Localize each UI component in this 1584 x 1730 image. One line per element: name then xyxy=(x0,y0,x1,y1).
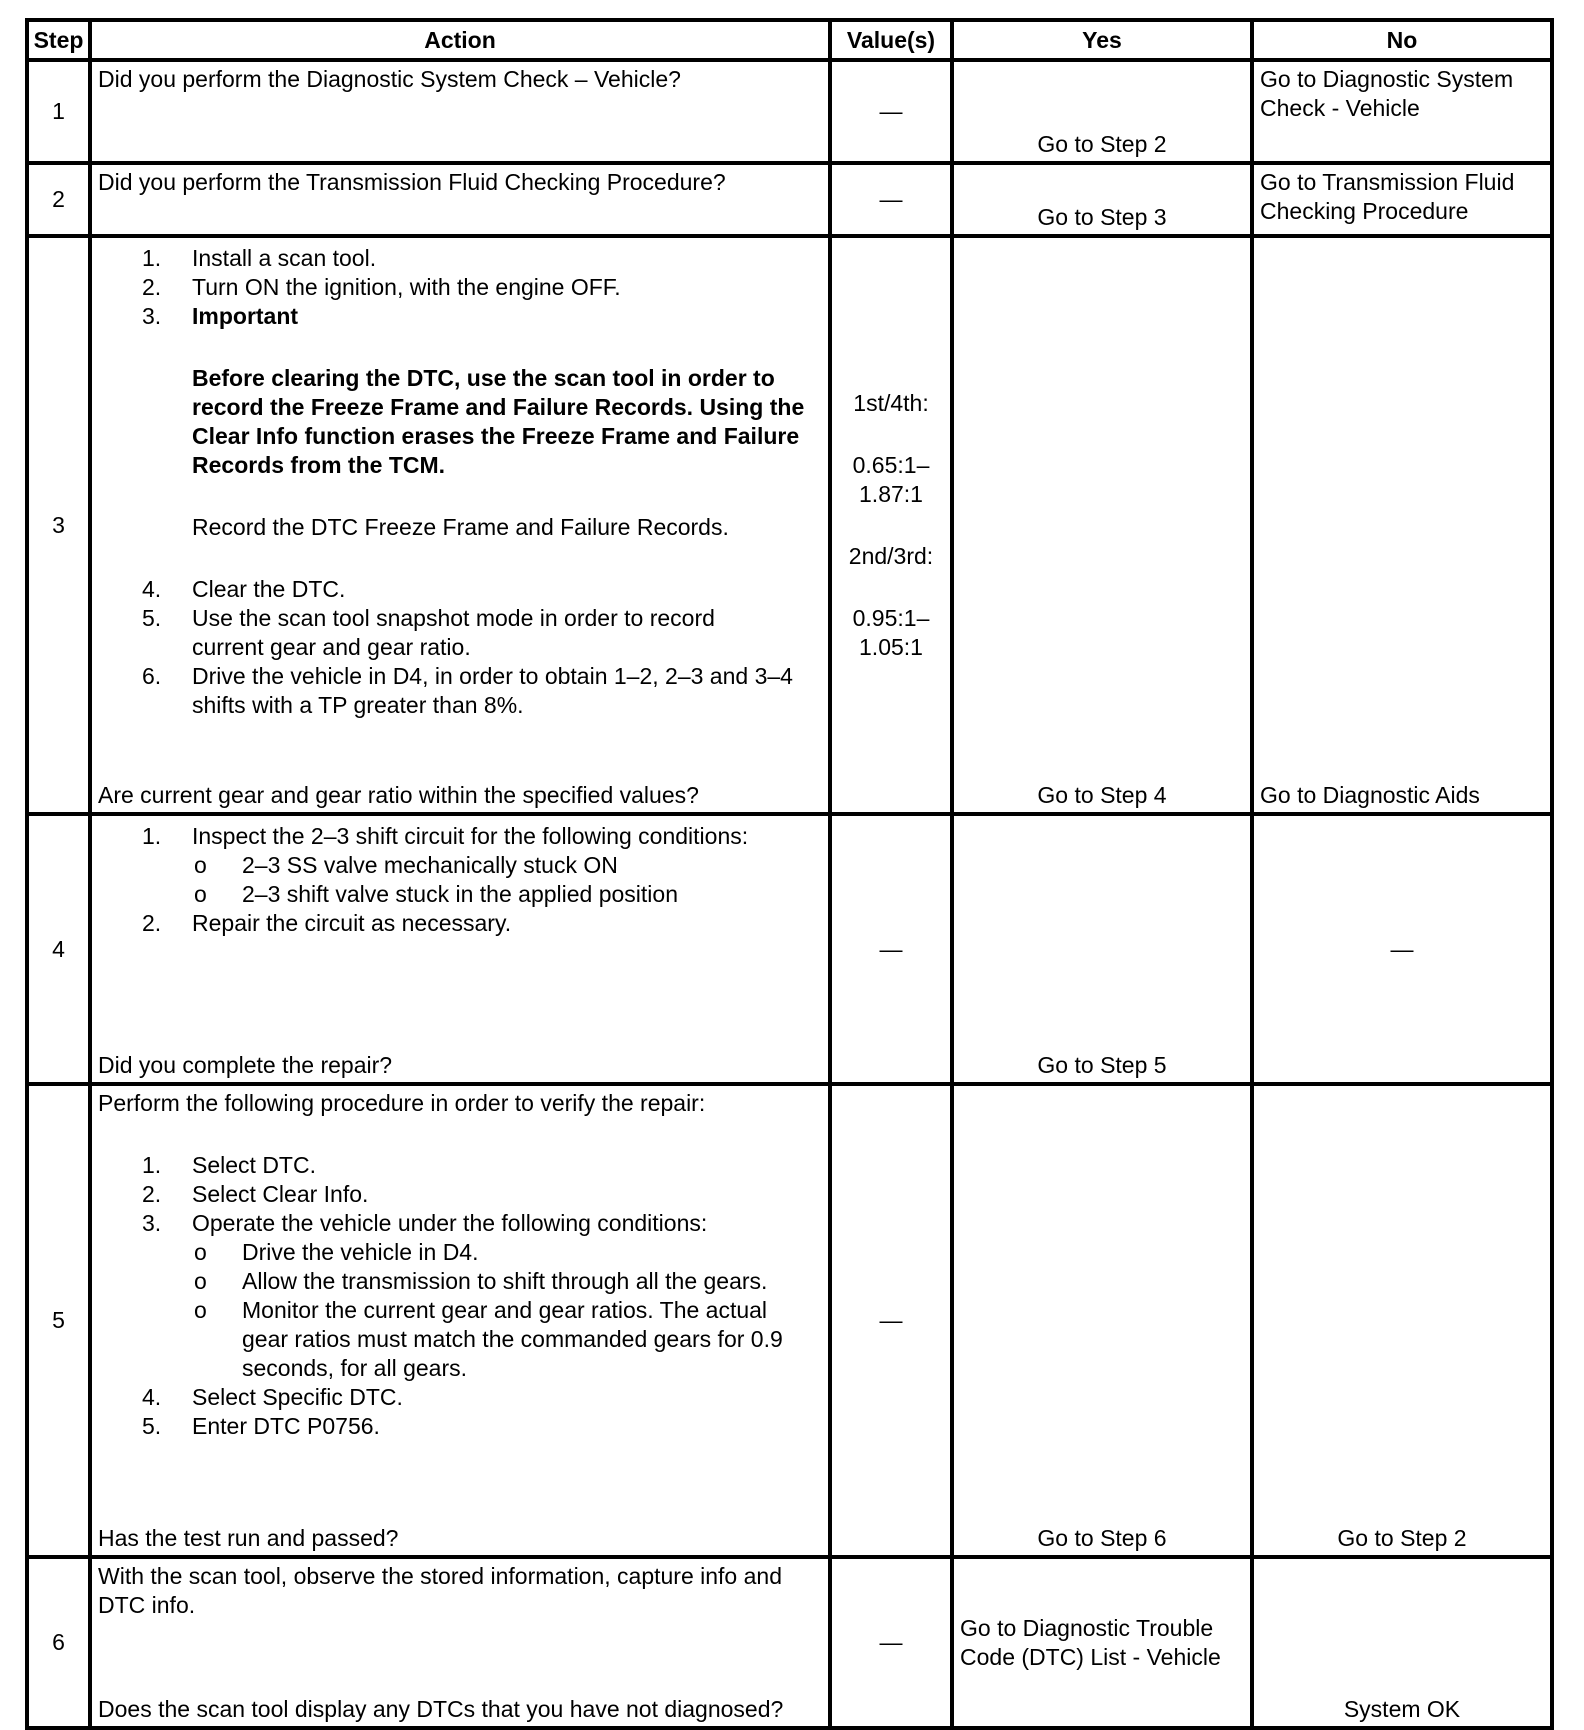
important-note: Before clearing the DTC, use the scan tool in order to record the Freeze Frame and Failure Records. Using the Clear Info function erases the Freeze Frame and Failure Records from the TCM. xyxy=(192,365,805,478)
header-values: Value(s) xyxy=(830,20,952,60)
question-text: Are current gear and gear ratio within the specified values? xyxy=(98,782,699,808)
header-yes: Yes xyxy=(952,20,1252,60)
procedure-list xyxy=(92,244,828,331)
action-cell xyxy=(90,1084,830,1557)
list-item: 4. Select Specific DTC. xyxy=(142,1384,403,1410)
step-number: 1 xyxy=(27,60,90,163)
step-number: 4 xyxy=(27,814,90,1084)
yes-link[interactable]: Go to Step 5 xyxy=(1037,1052,1167,1078)
question-text: Has the test run and passed? xyxy=(98,1525,399,1551)
header-row xyxy=(27,20,1552,60)
list-item: o 2–3 SS valve mechanically stuck ON xyxy=(194,852,618,878)
no-link[interactable]: System OK xyxy=(1343,1696,1461,1722)
no-link[interactable]: Go to Transmission Fluid Checking Procedure xyxy=(1260,169,1515,224)
list-item: 6. Drive the vehicle in D4, in order to obtain 1–2, 2–3 and 3–4 shifts with a TP greater than 8%. xyxy=(142,663,793,718)
step-number: 2 xyxy=(27,163,90,236)
table-row xyxy=(27,60,1552,163)
list-item: 3. Important xyxy=(142,303,299,329)
question-text: Does the scan tool display any DTCs that you have not diagnosed? xyxy=(98,1696,784,1722)
no-link[interactable]: Go to Step 2 xyxy=(1337,1525,1467,1551)
question-text: Did you complete the repair? xyxy=(98,1052,393,1078)
no-link[interactable]: Go to Diagnostic Aids xyxy=(1260,782,1480,808)
no-cell xyxy=(1252,60,1552,163)
value-cell: — xyxy=(830,1084,952,1557)
header-step: Step xyxy=(27,20,90,60)
step-number: 6 xyxy=(27,1557,90,1728)
table-row xyxy=(27,163,1552,236)
gear-ratio-values xyxy=(832,389,950,662)
header-no: No xyxy=(1252,20,1552,60)
action-cell xyxy=(90,814,830,1084)
yes-link[interactable]: Go to Step 4 xyxy=(1037,782,1167,808)
action-text: Did you perform the Diagnostic System Check – Vehicle? xyxy=(98,66,681,92)
list-item: 1. Inspect the 2–3 shift circuit for the following conditions: xyxy=(142,823,749,849)
yes-cell xyxy=(952,163,1252,236)
step-number: 3 xyxy=(27,236,90,814)
yes-link[interactable]: Go to Step 3 xyxy=(1037,204,1167,230)
yes-cell xyxy=(952,60,1252,163)
action-cell xyxy=(90,163,830,236)
table-row xyxy=(27,814,1552,1084)
no-link[interactable]: Go to Diagnostic System Check - Vehicle xyxy=(1260,66,1514,121)
value-cell: — xyxy=(830,814,952,1084)
yes-link[interactable]: Go to Step 2 xyxy=(1037,131,1167,157)
no-cell xyxy=(1252,163,1552,236)
list-item: 5. Enter DTC P0756. xyxy=(142,1413,380,1439)
list-item: 3. Operate the vehicle under the following conditions: xyxy=(142,1210,708,1236)
table-row xyxy=(27,236,1552,814)
yes-cell xyxy=(952,1084,1252,1557)
procedure-list xyxy=(92,909,828,938)
value-label: 1st/4th: xyxy=(853,389,929,416)
list-item: 2. Repair the circuit as necessary. xyxy=(142,910,512,936)
table-row xyxy=(27,1084,1552,1557)
list-item: 5. Use the scan tool snapshot mode in order to record current gear and gear ratio. xyxy=(142,605,715,660)
diagnostic-table xyxy=(25,18,1554,1730)
no-cell: — xyxy=(1252,814,1552,1084)
important-label: Important xyxy=(192,303,299,329)
yes-cell xyxy=(952,1557,1252,1728)
list-item: o Monitor the current gear and gear ratios. The actual gear ratios must match the commanded gears for 0.9 seconds, for all gears. xyxy=(194,1297,783,1381)
list-item: o Drive the vehicle in D4. xyxy=(194,1239,479,1265)
procedure-list xyxy=(92,1151,828,1238)
value-cell: — xyxy=(830,1557,952,1728)
action-cell xyxy=(90,1557,830,1728)
condition-list xyxy=(92,1238,828,1383)
value-cell: — xyxy=(830,60,952,163)
action-text: With the scan tool, observe the stored information, capture info and DTC info. xyxy=(98,1563,782,1618)
list-item: o 2–3 shift valve stuck in the applied position xyxy=(194,881,678,907)
action-cell xyxy=(90,60,830,163)
procedure-list xyxy=(92,575,828,720)
list-item: 4. Clear the DTC. xyxy=(142,576,346,602)
yes-link[interactable]: Go to Diagnostic Trouble Code (DTC) List - Vehicle xyxy=(960,1614,1221,1670)
yes-cell xyxy=(952,814,1252,1084)
step-number: 5 xyxy=(27,1084,90,1557)
procedure-list xyxy=(92,822,828,851)
no-cell xyxy=(1252,1557,1552,1728)
list-item: 2. Turn ON the ignition, with the engine OFF. xyxy=(142,274,621,300)
list-item: 2. Select Clear Info. xyxy=(142,1181,369,1207)
list-item: o Allow the transmission to shift through all the gears. xyxy=(194,1268,768,1294)
condition-list xyxy=(92,851,828,909)
value-range: 0.65:1–1.87:1 xyxy=(852,451,930,507)
action-cell xyxy=(90,236,830,814)
header-action: Action xyxy=(90,20,830,60)
intro-text: Perform the following procedure in order to verify the repair: xyxy=(98,1090,706,1116)
table-row xyxy=(27,1557,1552,1728)
list-item: 1. Install a scan tool. xyxy=(142,245,377,271)
value-cell xyxy=(830,236,952,814)
value-label: 2nd/3rd: xyxy=(848,542,934,569)
value-cell: — xyxy=(830,163,952,236)
yes-cell xyxy=(952,236,1252,814)
procedure-list xyxy=(92,1383,828,1441)
list-item: 1. Select DTC. xyxy=(142,1152,316,1178)
yes-link[interactable]: Go to Step 6 xyxy=(1037,1525,1167,1551)
no-cell xyxy=(1252,236,1552,814)
record-text: Record the DTC Freeze Frame and Failure Records. xyxy=(192,514,729,540)
no-cell xyxy=(1252,1084,1552,1557)
action-text: Did you perform the Transmission Fluid Checking Procedure? xyxy=(98,169,726,195)
value-range: 0.95:1–1.05:1 xyxy=(852,604,930,660)
